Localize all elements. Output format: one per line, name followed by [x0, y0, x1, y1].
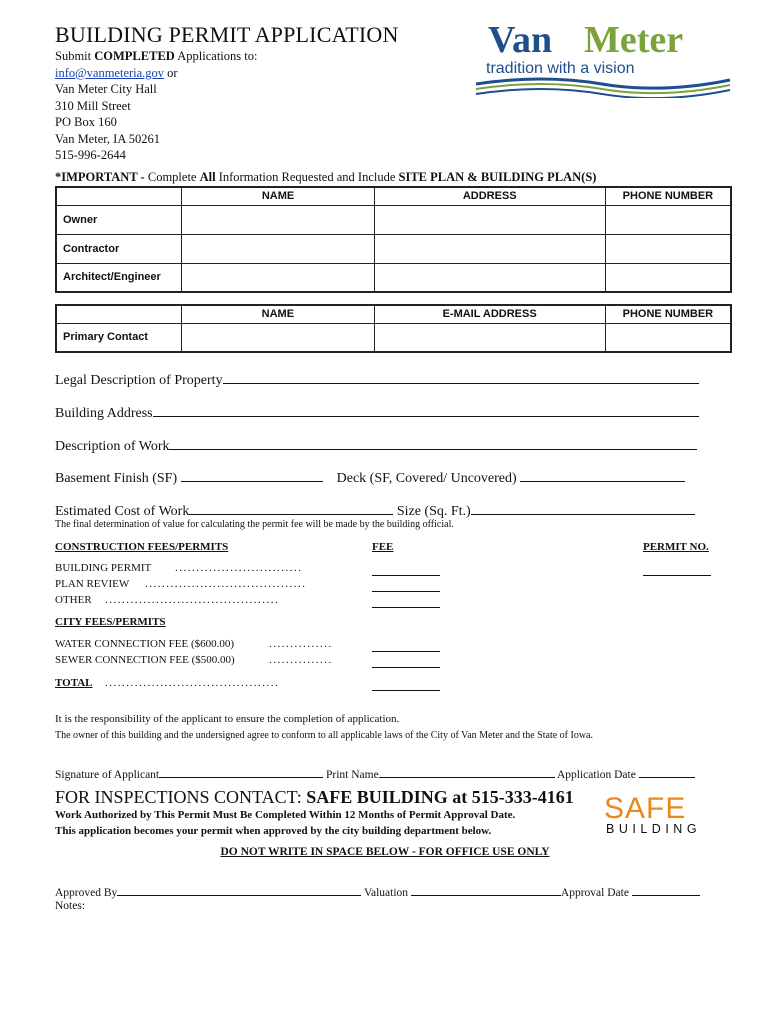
legal-description-field[interactable] [223, 370, 699, 384]
table-corner [56, 305, 182, 323]
approval-date-field[interactable] [632, 884, 700, 896]
owner-phone-cell[interactable] [605, 205, 731, 234]
sewer-fee-field[interactable] [372, 656, 440, 668]
size-field[interactable] [471, 501, 695, 515]
dot-leader: ............... [269, 638, 333, 650]
fee-row [55, 654, 365, 666]
approved-by-label: Approved By [55, 887, 118, 899]
sewer-fee-label: SEWER CONNECTION FEE ($500.00) [55, 654, 235, 666]
total-fee-field[interactable] [372, 679, 440, 691]
dot-leader: .............................. [175, 562, 303, 574]
basement-field[interactable] [181, 468, 323, 482]
important-text: Information Requested and Include [215, 170, 399, 184]
print-name-field[interactable] [379, 766, 555, 778]
important-note [55, 170, 596, 185]
important-bold: All [199, 170, 216, 184]
address-line: 310 Mill Street [55, 98, 131, 113]
application-date-label: Application Date [556, 769, 636, 781]
table-header-row [56, 305, 731, 323]
office-use-heading: DO NOT WRITE IN SPACE BELOW - FOR OFFICE USE ONLY [220, 846, 550, 858]
row-label-primary-contact: Primary Contact [56, 323, 182, 352]
work-authorization-note: Work Authorized by This Permit Must Be Completed Within 12 Months of Permit Approval Date. [55, 809, 516, 821]
basement-label: Basement Finish (SF) [55, 471, 178, 486]
contractor-address-cell[interactable] [374, 234, 605, 263]
parties-table [55, 186, 732, 293]
logo-wave [476, 79, 730, 88]
description-label: Description of Work [55, 439, 170, 454]
email-suffix: or [164, 65, 178, 80]
approval-date-label: Approval Date [560, 887, 629, 899]
contact-email-cell[interactable] [374, 323, 605, 352]
important-bold: SITE PLAN & BUILDING PLAN(S) [398, 170, 597, 184]
fee-row [55, 638, 365, 650]
signature-field[interactable] [159, 766, 323, 778]
plan-review-label: PLAN REVIEW [55, 578, 130, 590]
address-label: Building Address [55, 406, 153, 421]
logo-meter: Meter [584, 19, 684, 61]
inspections-bold: SAFE BUILDING at 515-333-4161 [306, 787, 574, 807]
deck-field[interactable] [520, 468, 685, 482]
building-permit-fee-field[interactable] [372, 564, 440, 576]
valuation-field[interactable] [411, 884, 561, 896]
table-row [56, 323, 731, 352]
building-address-field[interactable] [153, 403, 699, 417]
phone-header: PHONE NUMBER [605, 187, 731, 205]
row-label-owner: Owner [56, 205, 182, 234]
total-row [55, 677, 365, 689]
dot-leader: ......................................... [105, 677, 280, 689]
construction-fees-header: CONSTRUCTION FEES/PERMITS [55, 541, 229, 553]
inspections-prefix: FOR INSPECTIONS CONTACT: [55, 787, 307, 807]
signature-row [55, 766, 695, 781]
application-date-field[interactable] [639, 766, 695, 778]
building-address-row [55, 403, 699, 422]
legal-label: Legal Description of Property [55, 373, 223, 388]
safe-building-logo [600, 790, 710, 836]
permit-approval-note: This application becomes your permit when approved by the city building department below. [55, 825, 492, 837]
name-header: NAME [182, 187, 374, 205]
email-header: E-MAIL ADDRESS [374, 305, 605, 323]
address-header: ADDRESS [374, 187, 605, 205]
legal-description-row [55, 370, 699, 389]
submit-suffix: Applications to: [174, 49, 258, 63]
table-row [56, 263, 731, 292]
fee-row [55, 578, 365, 590]
table-header-row [56, 187, 731, 205]
email-link[interactable]: info@vanmeteria.gov [55, 65, 165, 80]
permit-number-field[interactable] [643, 564, 711, 576]
description-row [55, 436, 697, 455]
address-line: Van Meter City Hall [55, 82, 157, 96]
size-label: Size (Sq. Ft.) [396, 504, 471, 519]
important-text: Complete [147, 170, 200, 184]
van-meter-logo [472, 18, 734, 98]
fee-row [55, 594, 365, 606]
water-fee-field[interactable] [372, 640, 440, 652]
valuation-label: Valuation [363, 887, 409, 899]
logo-van: Van [488, 19, 553, 61]
signature-label: Signature of Applicant [55, 769, 160, 781]
form-title: BUILDING PERMIT APPLICATION [55, 22, 399, 47]
basement-deck-row [55, 468, 685, 487]
permit-no-header: PERMIT NO. [643, 541, 709, 553]
address-line: Van Meter, IA 50261 [55, 131, 161, 146]
other-fee-field[interactable] [372, 596, 440, 608]
deck-label: Deck (SF, Covered/ Uncovered) [336, 471, 517, 486]
notes-label: Notes: [55, 900, 86, 912]
table-corner [56, 187, 182, 205]
submit-prefix: Submit [55, 49, 95, 63]
contact-name-cell[interactable] [182, 323, 374, 352]
architect-phone-cell[interactable] [605, 263, 731, 292]
responsibility-statement: It is the responsibility of the applicant to ensure the completion of application. [55, 713, 400, 725]
email-line [55, 65, 257, 82]
total-label: TOTAL [55, 677, 93, 689]
contact-phone-cell[interactable] [605, 323, 731, 352]
cost-size-row [55, 501, 695, 520]
submit-instructions [55, 48, 257, 164]
safe-logo-safe: SAFE [604, 792, 687, 825]
description-field[interactable] [169, 436, 697, 450]
important-prefix: *IMPORTANT - [55, 170, 148, 184]
submit-bold: COMPLETED [94, 49, 175, 63]
table-row [56, 205, 731, 234]
address-line: 515-996-2644 [55, 148, 126, 162]
cost-label: Estimated Cost of Work [55, 504, 190, 519]
building-permit-label: BUILDING PERMIT [55, 562, 152, 574]
inspections-contact [55, 787, 574, 808]
phone-header: PHONE NUMBER [605, 305, 731, 323]
print-name-label: Print Name [326, 769, 379, 781]
submit-line [55, 48, 257, 65]
fee-header: FEE [372, 541, 394, 553]
row-label-contractor: Contractor [56, 234, 182, 263]
dot-leader: ............... [269, 654, 333, 666]
agreement-statement: The owner of this building and the undersigned agree to conform to all applicable laws of the City of Van Meter and the State of Iowa. [55, 730, 593, 741]
architect-name-cell[interactable] [182, 263, 374, 292]
cost-field[interactable] [189, 501, 393, 515]
dot-leader: ...................................... [145, 578, 307, 590]
contractor-name-cell[interactable] [182, 234, 374, 263]
table-row [56, 234, 731, 263]
city-fees-header: CITY FEES/PERMITS [55, 616, 166, 628]
contact-table [55, 304, 732, 353]
row-label-architect: Architect/Engineer [56, 263, 182, 292]
logo-tagline: tradition with a vision [486, 60, 635, 77]
name-header: NAME [182, 305, 374, 323]
owner-address-cell[interactable] [374, 205, 605, 234]
owner-name-cell[interactable] [182, 205, 374, 234]
contractor-phone-cell[interactable] [605, 234, 731, 263]
final-determination-note: The final determination of value for calculating the permit fee will be made by the building official. [55, 519, 454, 530]
safe-logo-building: BUILDING [606, 822, 702, 836]
fee-row [55, 562, 365, 574]
dot-leader: ......................................... [105, 594, 280, 606]
approval-row [55, 884, 700, 899]
approved-by-field[interactable] [117, 884, 361, 896]
architect-address-cell[interactable] [374, 263, 605, 292]
water-fee-label: WATER CONNECTION FEE ($600.00) [55, 638, 235, 650]
other-label: OTHER [55, 594, 92, 606]
address-line: PO Box 160 [55, 115, 117, 129]
plan-review-fee-field[interactable] [372, 580, 440, 592]
